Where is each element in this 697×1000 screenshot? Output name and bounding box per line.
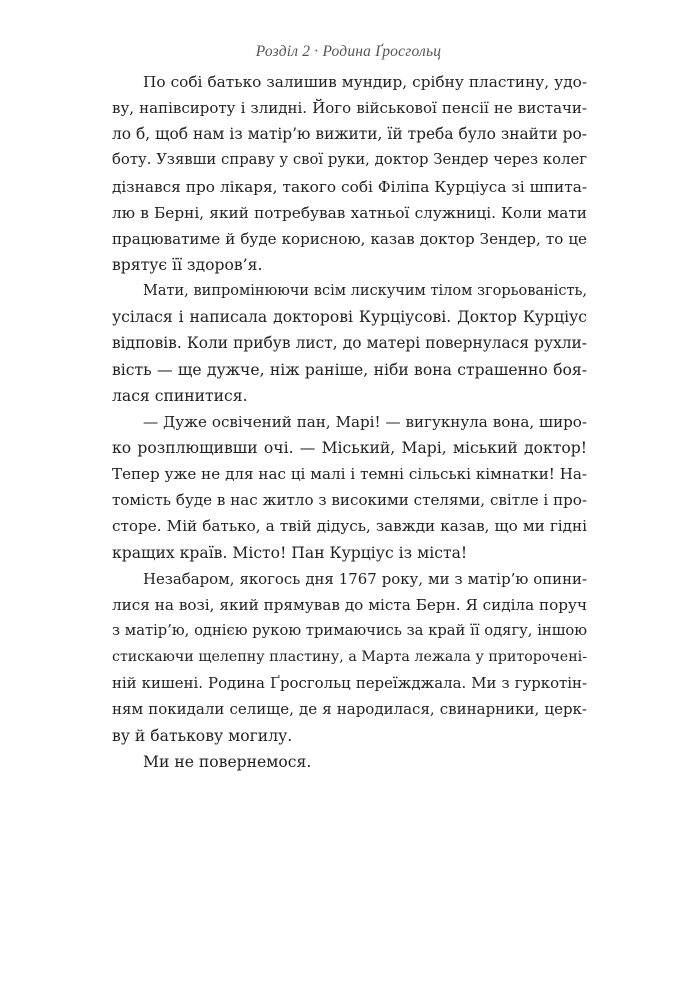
text-line: стискаючи щелепну пластину, а Марта лежала у приторочені-: [112, 649, 587, 666]
text-line: Ми не повернемося.: [143, 752, 312, 771]
text-line: ко розплющивши очі. — Міський, Марі, міський доктор!: [112, 438, 587, 457]
text-line: ній кишені. Родина Ґросгольц переїжджала. Ми з гуркотін-: [112, 674, 587, 693]
text-line: ву, напівсироту і злидні. Його військової пенсії не вистачи-: [112, 99, 587, 118]
text-line: сторе. Мій батько, а твій дідусь, завжди казав, що ми гідні: [112, 517, 587, 536]
text-line: томість буде в нас житло з високими стелями, світле і про-: [112, 491, 587, 510]
text-line: врятує її здоров’я.: [112, 255, 263, 274]
text-line: Тепер уже не для нас ці малі і темні сільські кімнатки! На-: [112, 465, 587, 484]
text-line: ло б, щоб нам із матір’ю вижити, їй треба було знайти ро-: [112, 125, 587, 144]
text-line: боту. Узявши справу у свої руки, доктор Зендер через колег: [112, 151, 587, 169]
running-head: Розділ 2 · Родина Ґросгольц: [255, 43, 442, 60]
text-line: лися на возі, який прямував до міста Берн. Я сиділа поруч: [112, 595, 587, 614]
text-line: усілася і написала докторові Курціусові. Доктор Курціус: [112, 308, 587, 327]
text-line: Незабаром, якогось дня 1767 року, ми з матір’ю опини-: [143, 569, 587, 588]
paragraph: [112, 69, 587, 278]
text-line: вість — ще дужче, ніж раніше, ніби вона страшенно боя-: [112, 360, 587, 379]
text-line: лася спинитися.: [112, 386, 248, 405]
paragraph: [112, 566, 587, 749]
text-line: дізнався про лікаря, такого собі Філіпа Курціуса зі шпита-: [112, 177, 587, 196]
text-line: з матір’ю, однією рукою тримаючись за край її одягу, іншою: [112, 621, 587, 639]
text-line: ням покидали селище, де я народилася, свинарники, церк-: [112, 700, 587, 719]
text-line: працюватиме й буде корисною, казав доктор Зендер, то це: [112, 229, 587, 248]
text-line: Мати, випромінюючи всім лискучим тілом згорьованість,: [143, 283, 587, 300]
paragraph: [112, 409, 587, 566]
text-line: ву й батькову могилу.: [112, 726, 293, 745]
text-line: лю в Берні, який потребував хатньої служниці. Коли мати: [112, 203, 587, 222]
text-line: — Дуже освічений пан, Марі! — вигукнула вона, широ-: [143, 412, 587, 431]
paragraph: [112, 278, 587, 409]
text-line: відповів. Коли прибув лист, до матері повернулася рухли-: [112, 334, 587, 353]
paragraph: [112, 749, 587, 775]
body-text: [112, 69, 587, 775]
text-line: кращих країв. Місто! Пан Курціус із міста!: [112, 543, 468, 562]
text-line: По собі батько залишив мундир, срібну пластину, удо-: [143, 73, 587, 91]
